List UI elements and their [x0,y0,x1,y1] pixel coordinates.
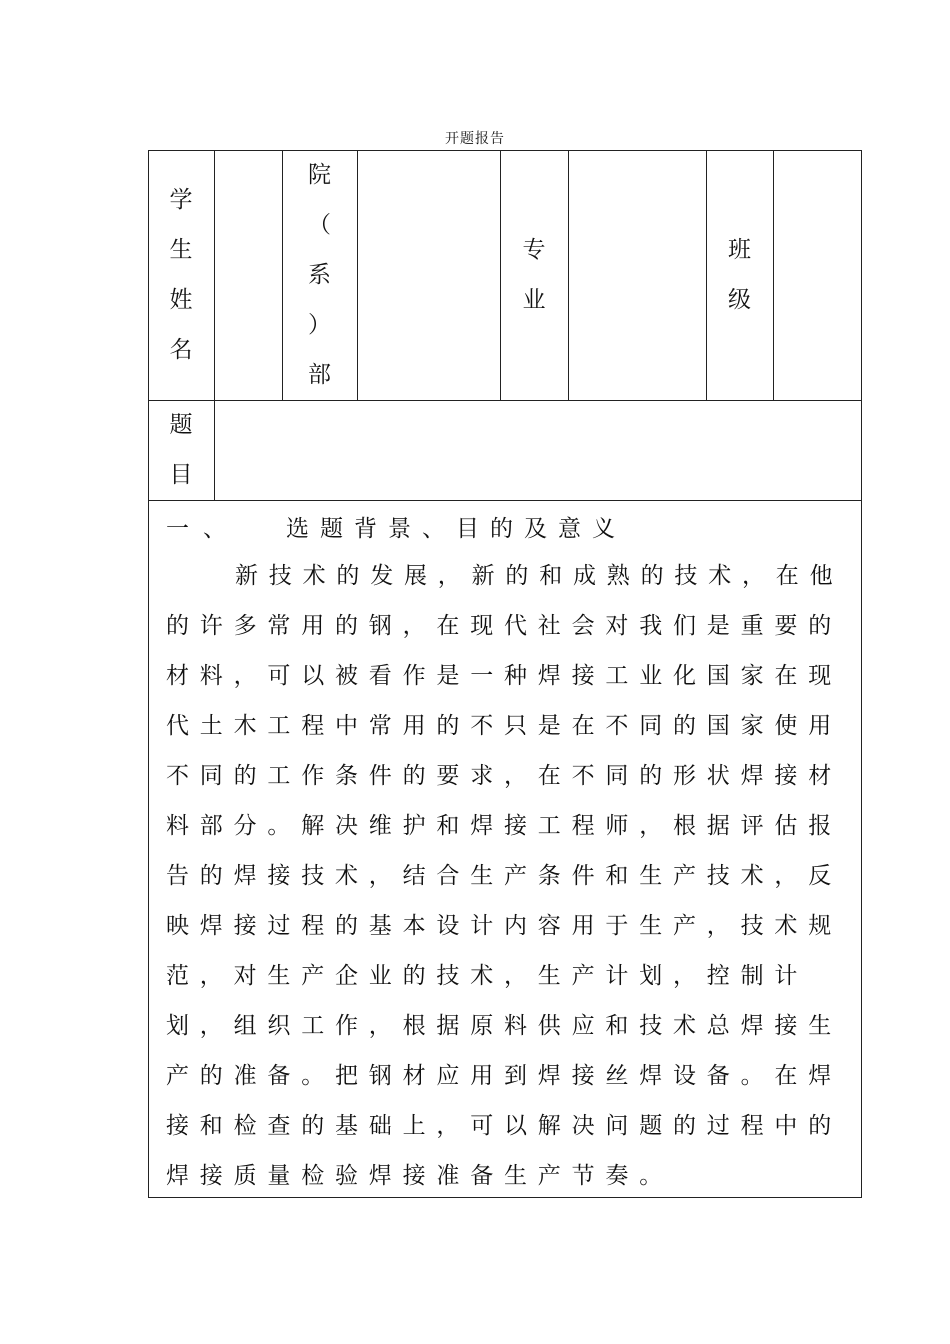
student-name-label: 学 生 姓 名 [169,187,193,363]
class-label: 班 级 [728,237,751,313]
section-body-paragraph: 新技术的发展，新的和成熟的技术，在他的许多常用的钢，在现代社会对我们是重要的材料，可以被看作是一种焊接工业化国家在现代土木工程中常用的不只是在不同的国家使用不同的工作条件的要求，在不同的形状焊接材料部分。解决维护和焊接工程师，根据评估报告的焊接技术，结合生产条件和生产技术，反映焊接过程的基本设计内容用于生产，技术规范，对生产企业的技术，生产计划，控制计划，组织工作，根据原料供应和技术总焊接生产的准备。把钢材应用到焊接丝焊设备。在焊接和检查的基础上，可以解决问题的过程中的焊接质量检验焊接准备生产节奏。 [166,563,844,1189]
major-value[interactable] [569,160,706,390]
section-number: 一、 [166,516,240,542]
major-label: 专 业 [522,237,546,313]
section-title: 选题背景、目的及意义 [286,516,626,542]
row-divider-topic-section [148,500,862,501]
student-name-value[interactable] [215,175,282,395]
department-label: 院 （ 系 ） 部 [308,162,331,388]
department-value[interactable] [358,160,500,390]
class-value[interactable] [774,160,861,390]
topic-value[interactable] [215,402,861,498]
document-header: 开题报告 [445,131,505,147]
row-divider-info-topic [148,400,862,401]
section-heading [166,510,626,543]
topic-label: 题 目 [169,412,193,488]
